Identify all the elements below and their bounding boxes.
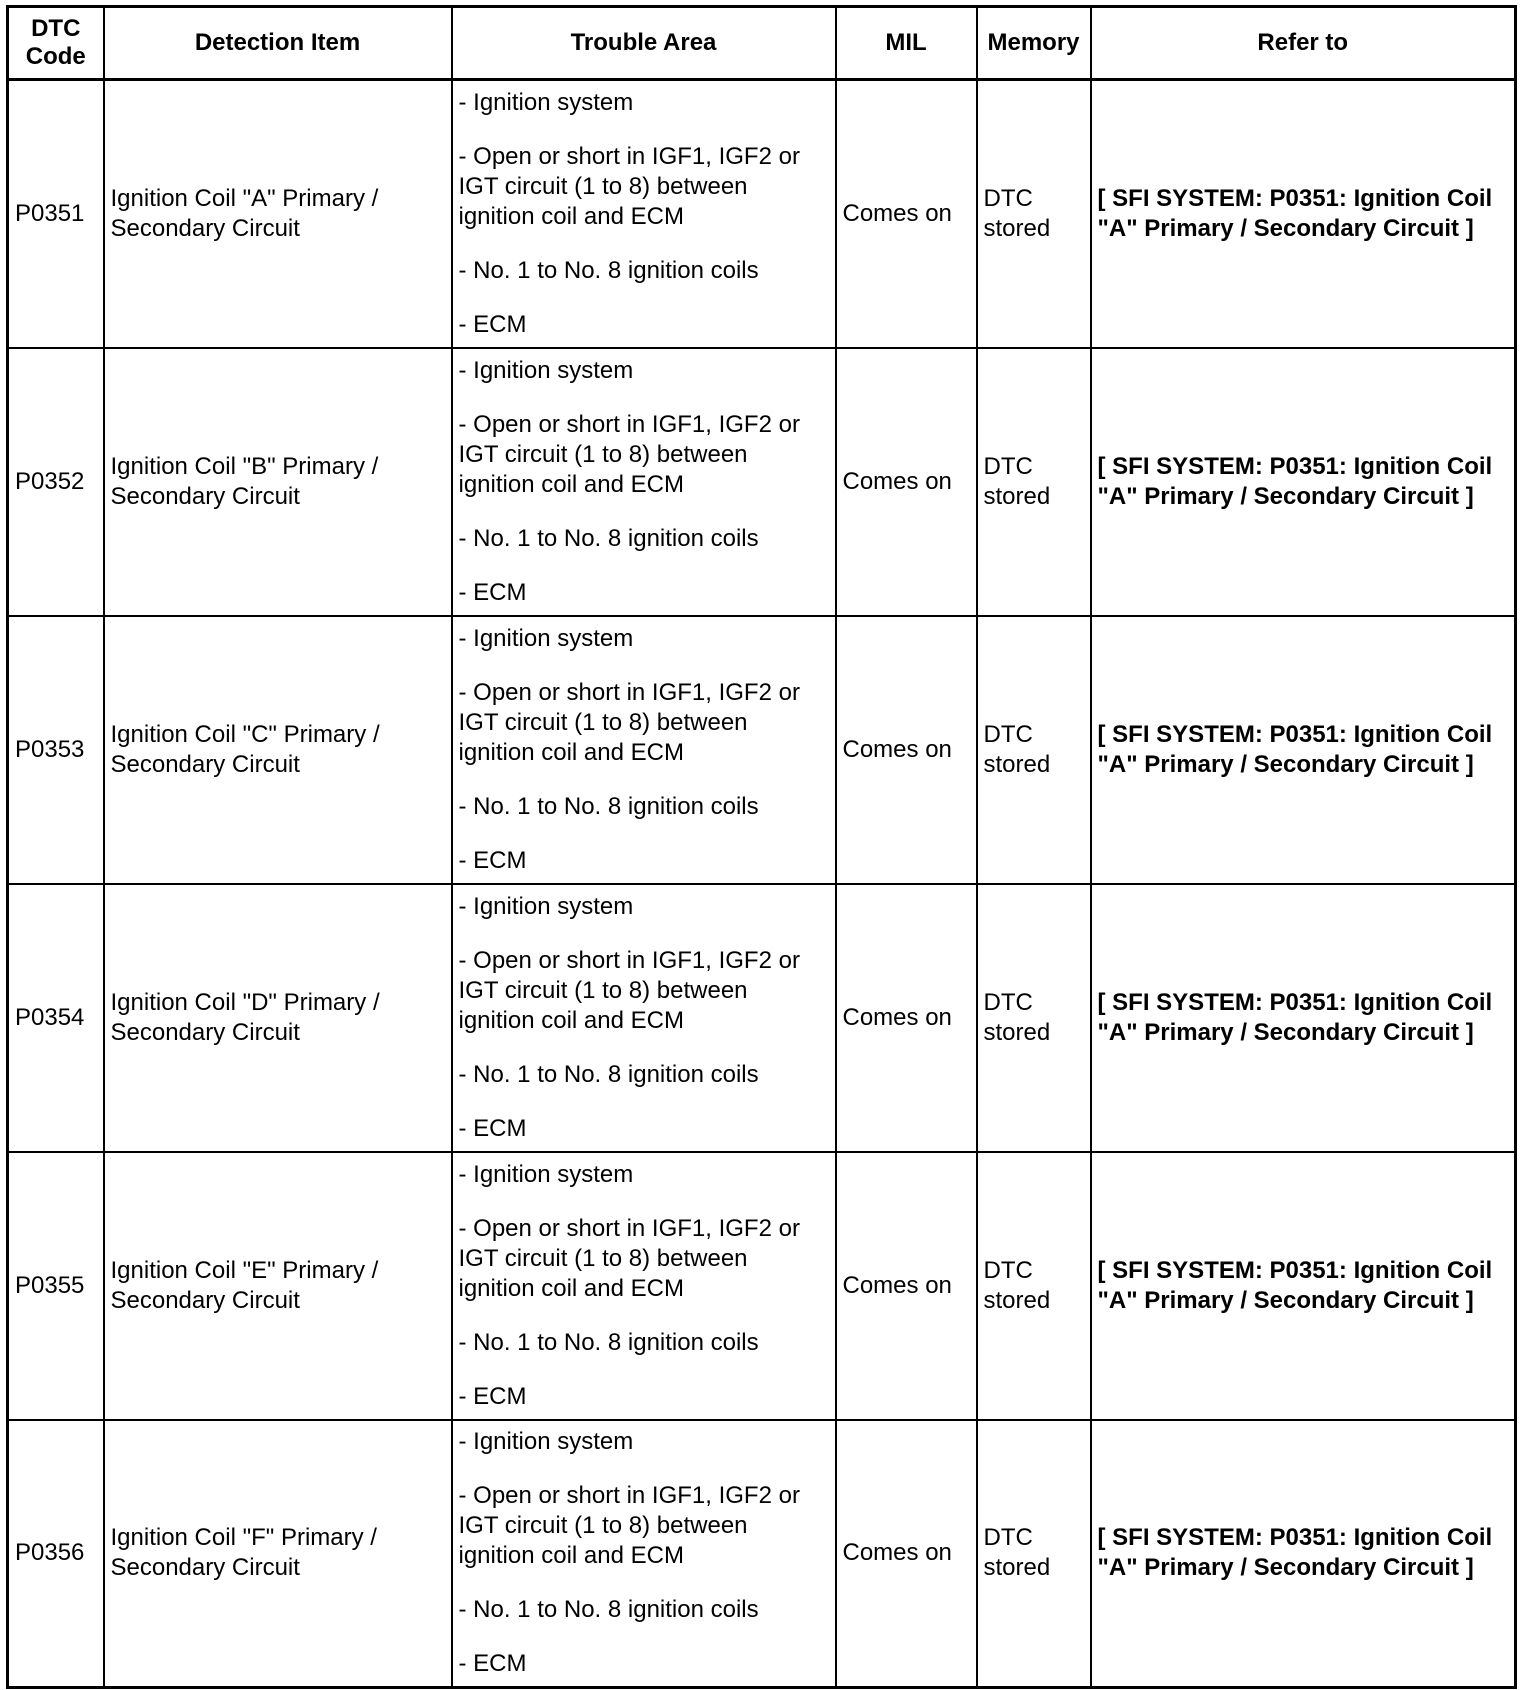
trouble-area-cell (452, 616, 836, 884)
trouble-area-item: - Open or short in IGF1, IGF2 or IGT circuit (1 to 8) between ignition coil and ECM (458, 1214, 800, 1302)
trouble-area-cell (452, 348, 836, 616)
trouble-area-item: - ECM (458, 578, 527, 606)
dtc-code-cell: P0353 (8, 616, 104, 884)
refer-to-cell: [ SFI SYSTEM: P0351: Ignition Coil "A" Primary / Secondary Circuit ] (1091, 1152, 1516, 1420)
table-row (8, 348, 1516, 616)
header-memory: Memory (977, 7, 1091, 80)
trouble-area-cell (452, 884, 836, 1152)
refer-to-cell: [ SFI SYSTEM: P0351: Ignition Coil "A" Primary / Secondary Circuit ] (1091, 80, 1516, 348)
header-mil: MIL (836, 7, 977, 80)
table-row (8, 1420, 1516, 1688)
detection-item-cell: Ignition Coil "B" Primary / Secondary Circuit (104, 348, 452, 616)
table-row (8, 80, 1516, 348)
dtc-code-cell: P0355 (8, 1152, 104, 1420)
memory-cell: DTC stored (977, 80, 1091, 348)
trouble-area-list (459, 356, 829, 608)
header-refer-to: Refer to (1091, 7, 1516, 80)
trouble-area-item: - No. 1 to No. 8 ignition coils (458, 1328, 759, 1356)
table-header (8, 7, 1516, 80)
trouble-area-cell (452, 80, 836, 348)
mil-cell: Comes on (836, 348, 977, 616)
mil-cell: Comes on (836, 1420, 977, 1688)
detection-item-cell: Ignition Coil "E" Primary / Secondary Circuit (104, 1152, 452, 1420)
trouble-area-item: - ECM (458, 1650, 527, 1678)
trouble-area-item: - No. 1 to No. 8 ignition coils (458, 792, 759, 820)
detection-item-cell: Ignition Coil "A" Primary / Secondary Circuit (104, 80, 452, 348)
table-row (8, 1152, 1516, 1420)
dtc-table (6, 5, 1517, 1689)
trouble-area-item: - Open or short in IGF1, IGF2 or IGT circuit (1 to 8) between ignition coil and ECM (458, 946, 800, 1034)
mil-cell: Comes on (836, 884, 977, 1152)
header-row (8, 7, 1516, 80)
dtc-code-cell: P0356 (8, 1420, 104, 1688)
refer-to-cell: [ SFI SYSTEM: P0351: Ignition Coil "A" Primary / Secondary Circuit ] (1091, 884, 1516, 1152)
detection-item-cell: Ignition Coil "D" Primary / Secondary Circuit (104, 884, 452, 1152)
refer-to-cell: [ SFI SYSTEM: P0351: Ignition Coil "A" Primary / Secondary Circuit ] (1091, 348, 1516, 616)
trouble-area-cell (452, 1420, 836, 1688)
mil-cell: Comes on (836, 616, 977, 884)
trouble-area-item: - Ignition system (458, 356, 634, 384)
trouble-area-item: - Ignition system (458, 1160, 634, 1188)
detection-item-cell: Ignition Coil "C" Primary / Secondary Circuit (104, 616, 452, 884)
trouble-area-item: - Ignition system (458, 1428, 634, 1456)
trouble-area-list (459, 88, 829, 340)
header-trouble-area: Trouble Area (452, 7, 836, 80)
trouble-area-item: - No. 1 to No. 8 ignition coils (458, 1596, 759, 1624)
trouble-area-cell (452, 1152, 836, 1420)
header-detection-item: Detection Item (104, 7, 452, 80)
memory-cell: DTC stored (977, 884, 1091, 1152)
trouble-area-list (459, 892, 829, 1144)
table-row (8, 616, 1516, 884)
memory-cell: DTC stored (977, 1152, 1091, 1420)
detection-item-cell: Ignition Coil "F" Primary / Secondary Circuit (104, 1420, 452, 1688)
trouble-area-list (459, 1427, 829, 1679)
table-body (8, 80, 1516, 1688)
memory-cell: DTC stored (977, 616, 1091, 884)
trouble-area-item: - No. 1 to No. 8 ignition coils (458, 524, 759, 552)
trouble-area-item: - Ignition system (458, 88, 634, 116)
memory-cell: DTC stored (977, 348, 1091, 616)
refer-to-cell: [ SFI SYSTEM: P0351: Ignition Coil "A" Primary / Secondary Circuit ] (1091, 616, 1516, 884)
trouble-area-item: - No. 1 to No. 8 ignition coils (458, 256, 759, 284)
trouble-area-item: - Ignition system (458, 892, 634, 920)
header-dtc-code: DTC Code (8, 7, 104, 80)
refer-to-cell: [ SFI SYSTEM: P0351: Ignition Coil "A" Primary / Secondary Circuit ] (1091, 1420, 1516, 1688)
trouble-area-item: - Open or short in IGF1, IGF2 or IGT circuit (1 to 8) between ignition coil and ECM (458, 1482, 800, 1570)
trouble-area-item: - ECM (458, 1114, 527, 1142)
dtc-code-cell: P0351 (8, 80, 104, 348)
trouble-area-item: - No. 1 to No. 8 ignition coils (458, 1060, 759, 1088)
mil-cell: Comes on (836, 80, 977, 348)
memory-cell: DTC stored (977, 1420, 1091, 1688)
trouble-area-item: - Open or short in IGF1, IGF2 or IGT circuit (1 to 8) between ignition coil and ECM (458, 410, 800, 498)
dtc-code-cell: P0352 (8, 348, 104, 616)
trouble-area-item: - ECM (458, 1382, 527, 1410)
trouble-area-item: - Ignition system (458, 624, 634, 652)
table-row (8, 884, 1516, 1152)
trouble-area-item: - ECM (458, 846, 527, 874)
mil-cell: Comes on (836, 1152, 977, 1420)
trouble-area-list (459, 1160, 829, 1412)
dtc-code-cell: P0354 (8, 884, 104, 1152)
trouble-area-item: - ECM (458, 310, 527, 338)
trouble-area-item: - Open or short in IGF1, IGF2 or IGT circuit (1 to 8) between ignition coil and ECM (458, 678, 800, 766)
trouble-area-item: - Open or short in IGF1, IGF2 or IGT circuit (1 to 8) between ignition coil and ECM (458, 142, 800, 230)
trouble-area-list (459, 624, 829, 876)
